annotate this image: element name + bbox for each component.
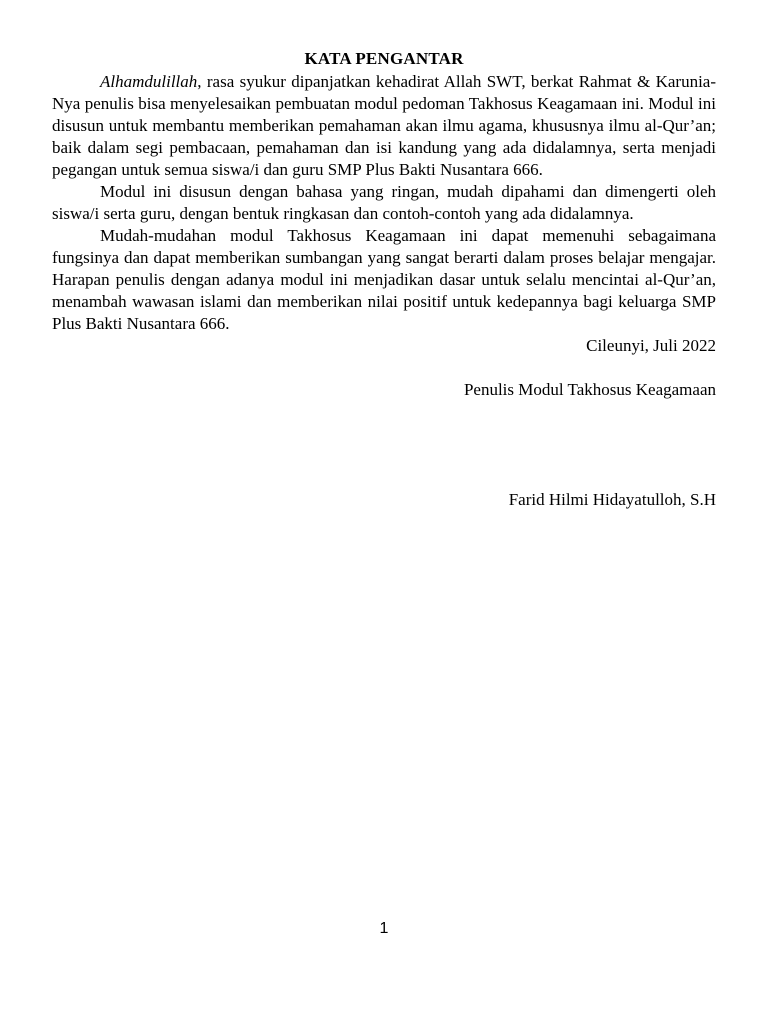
author-name: Farid Hilmi Hidayatulloh, S.H [508, 490, 716, 509]
paragraph-1-intro: Alhamdulillah [100, 72, 198, 91]
page-number: 1 [379, 920, 389, 937]
paragraph-1-body: , rasa syukur dipanjatkan kehadirat Allah SWT, berkat Rahmat & Karunia-Nya penulis bisa menyelesaikan pembuatan modul pedoman Takhosus Keagamaan ini. Modul ini disusun untuk membantu memberikan pemahaman akan ilmu agama, khususnya ilmu al-Qur’an; baik dalam segi pembacaan, pemahaman dan isi kandung yang ada didalamnya, serta menjadi pegangan untuk semua siswa/i dan guru SMP Plus Bakti Nusantara 666. [52, 72, 716, 179]
document-page [52, 48, 716, 511]
paragraph-3: Mudah-mudahan modul Takhosus Keagamaan ini dapat memenuhi sebagaimana fungsinya dan dapat memberikan sumbangan yang sangat berarti dalam proses belajar mengajar. Harapan penulis dengan adanya modul ini menjadikan dasar untuk selalu mencintai al-Qur’an, menambah wawasan islami dan memberikan nilai positif untuk kedepannya bagi keluarga SMP Plus Bakti Nusantara 666. [52, 226, 716, 333]
place-date: Cileunyi, Juli 2022 [586, 336, 716, 355]
author-role: Penulis Modul Takhosus Keagamaan [463, 380, 716, 399]
paragraph-2: Modul ini disusun dengan bahasa yang ringan, mudah dipahami dan dimengerti oleh siswa/i serta guru, dengan bentuk ringkasan dan contoh-contoh yang ada didalamnya. [52, 182, 716, 223]
paragraph-1 [52, 71, 716, 181]
page-title: KATA PENGANTAR [304, 49, 464, 68]
